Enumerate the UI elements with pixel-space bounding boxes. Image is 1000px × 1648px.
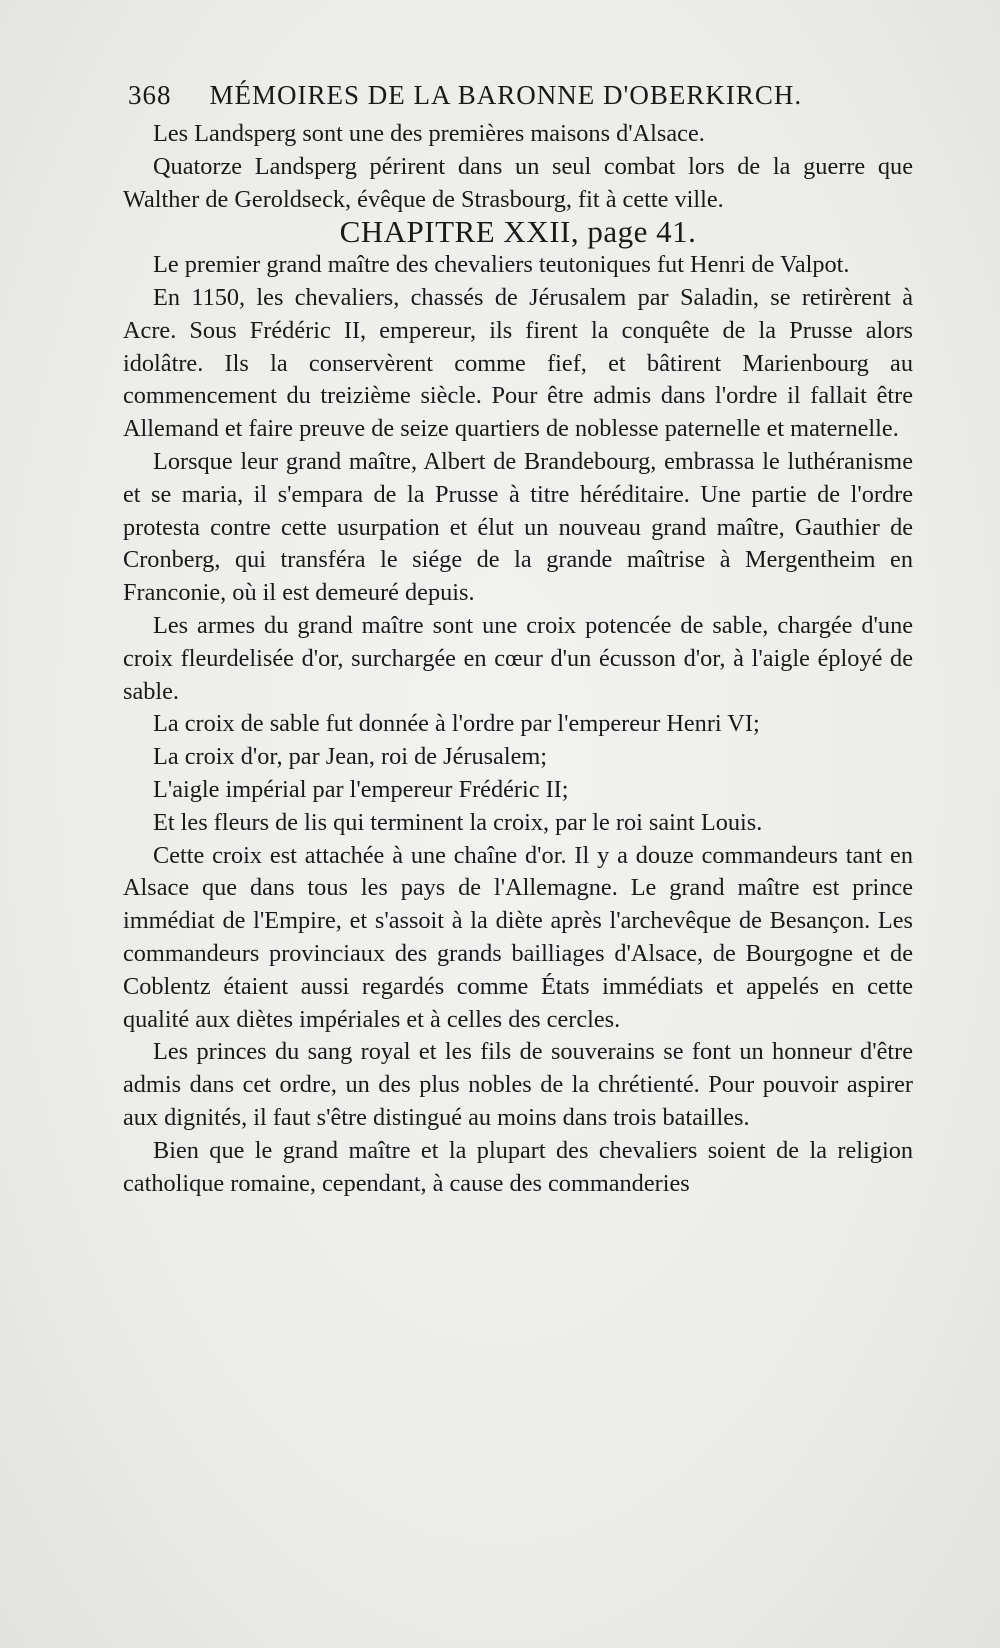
paragraph: Le premier grand maître des chevaliers teutoniques fut Henri de Valpot.	[153, 251, 850, 279]
paragraph: Les princes du sang royal et les fils de souverains se font un honneur d'être admis dans cet ordre, un des plus nobles de la chrétienté. Pour pouvoir aspirer aux dignités, il faut s'être distingué au moins dans trois batailles.	[123, 1038, 913, 1131]
paragraph: Bien que le grand maître et la plupart des chevaliers soient de la religion catholique romaine, cependant, à cause des commanderies	[123, 1136, 913, 1197]
page-number: 368	[128, 80, 172, 110]
paragraph: Cette croix est attachée à une chaîne d'or. Il y a douze commandeurs tant en Alsace que dans tous les pays de l'Allemagne. Le grand maître est prince immédiat de l'Empire, et s'assoit à la diète après l'archevêque de Besançon. Les commandeurs provinciaux des grands bailliages d'Alsace, de Bourgogne et de Coblentz étaient aussi regardés comme États immédiats et appelés en cette qualité aux diètes impériales et à celles des cercles.	[123, 841, 913, 1033]
paragraph: Et les fleurs de lis qui terminent la croix, par le roi saint Louis.	[153, 808, 763, 836]
running-header	[128, 80, 808, 111]
running-title: MÉMOIRES DE LA BARONNE D'OBERKIRCH.	[209, 80, 803, 110]
paragraph: En 1150, les chevaliers, chassés de Jérusalem par Saladin, se retirèrent à Acre. Sous Frédéric II, empereur, ils firent la conquête de la Prusse alors idolâtre. Ils la conservèrent comme fief, et bâtirent Marienbourg au commencement du treizième siècle. Pour être admis dans l'ordre il fallait être Allemand et faire preuve de seize quartiers de noblesse paternelle et maternelle.	[123, 283, 913, 443]
paragraph: Quatorze Landsperg périrent dans un seul combat lors de la guerre que Walther de Geroldseck, évêque de Strasbourg, fit à cette ville.	[123, 152, 913, 213]
body-text	[123, 118, 913, 1200]
chapter-heading: CHAPITRE XXII, page 41.	[339, 214, 697, 250]
paragraph: Les armes du grand maître sont une croix potencée de sable, chargée d'une croix fleurdelisée d'or, surchargée en cœur d'un écusson d'or, à l'aigle éployé de sable.	[123, 611, 913, 705]
paragraph: Les Landsperg sont une des premières maisons d'Alsace.	[153, 120, 705, 147]
paragraph: L'aigle impérial par l'empereur Frédéric II;	[153, 775, 569, 803]
paragraph: Lorsque leur grand maître, Albert de Brandebourg, embrassa le luthéranisme et se maria, il s'empara de la Prusse à titre héréditaire. Une partie de l'ordre protesta contre cette usurpation et élut un nouveau grand maître, Gauthier de Cronberg, qui transféra le siége de la grande maîtrise à Mergentheim en Franconie, où il est demeuré depuis.	[123, 447, 913, 607]
paragraph: La croix d'or, par Jean, roi de Jérusalem;	[153, 743, 548, 771]
paragraph: La croix de sable fut donnée à l'ordre par l'empereur Henri VI;	[153, 710, 760, 738]
